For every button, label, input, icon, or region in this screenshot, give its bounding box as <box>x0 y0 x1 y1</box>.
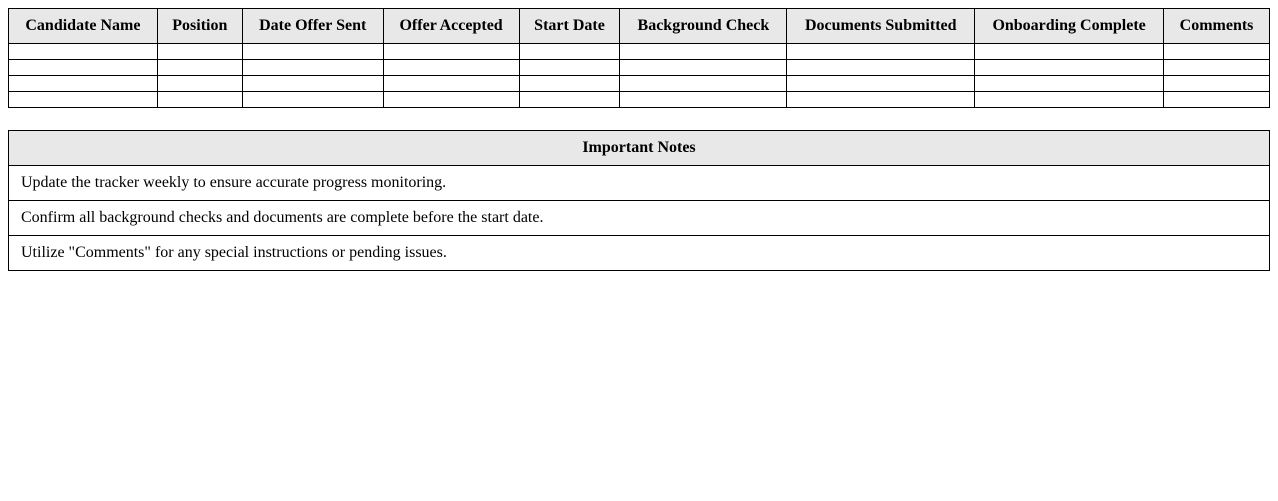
table-cell[interactable] <box>9 92 158 108</box>
table-cell[interactable] <box>9 60 158 76</box>
table-row <box>9 76 1270 92</box>
column-header-documents-submitted: Documents Submitted <box>787 9 975 44</box>
table-cell[interactable] <box>620 44 787 60</box>
table-cell[interactable] <box>9 76 158 92</box>
table-cell[interactable] <box>1164 60 1270 76</box>
note-text: Update the tracker weekly to ensure accurate progress monitoring. <box>9 166 1270 201</box>
table-row <box>9 44 1270 60</box>
table-cell[interactable] <box>975 76 1164 92</box>
table-cell[interactable] <box>157 60 242 76</box>
table-cell[interactable] <box>787 44 975 60</box>
column-header-candidate-name: Candidate Name <box>9 9 158 44</box>
notes-header-row <box>9 131 1270 166</box>
table-row <box>9 92 1270 108</box>
table-cell[interactable] <box>242 60 383 76</box>
note-row <box>9 201 1270 236</box>
column-header-background-check: Background Check <box>620 9 787 44</box>
note-row <box>9 166 1270 201</box>
note-row <box>9 236 1270 271</box>
table-cell[interactable] <box>519 60 620 76</box>
table-cell[interactable] <box>242 44 383 60</box>
column-header-start-date: Start Date <box>519 9 620 44</box>
column-header-date-offer-sent: Date Offer Sent <box>242 9 383 44</box>
table-cell[interactable] <box>519 92 620 108</box>
table-cell[interactable] <box>787 60 975 76</box>
table-cell[interactable] <box>242 76 383 92</box>
table-cell[interactable] <box>519 76 620 92</box>
table-cell[interactable] <box>620 60 787 76</box>
onboarding-tracker-table <box>8 8 1270 108</box>
table-cell[interactable] <box>787 92 975 108</box>
table-cell[interactable] <box>157 92 242 108</box>
table-cell[interactable] <box>519 44 620 60</box>
column-header-offer-accepted: Offer Accepted <box>383 9 519 44</box>
table-cell[interactable] <box>620 92 787 108</box>
notes-title: Important Notes <box>9 131 1270 166</box>
table-cell[interactable] <box>1164 44 1270 60</box>
table-cell[interactable] <box>1164 92 1270 108</box>
table-row <box>9 60 1270 76</box>
column-header-onboarding-complete: Onboarding Complete <box>975 9 1164 44</box>
table-cell[interactable] <box>620 76 787 92</box>
column-header-comments: Comments <box>1164 9 1270 44</box>
table-cell[interactable] <box>9 44 158 60</box>
important-notes-table <box>8 130 1270 271</box>
table-cell[interactable] <box>157 44 242 60</box>
table-cell[interactable] <box>975 60 1164 76</box>
table-cell[interactable] <box>242 92 383 108</box>
table-cell[interactable] <box>975 92 1164 108</box>
note-text: Confirm all background checks and documents are complete before the start date. <box>9 201 1270 236</box>
table-cell[interactable] <box>157 76 242 92</box>
table-cell[interactable] <box>787 76 975 92</box>
table-cell[interactable] <box>975 44 1164 60</box>
table-cell[interactable] <box>383 92 519 108</box>
column-header-position: Position <box>157 9 242 44</box>
table-cell[interactable] <box>383 60 519 76</box>
table-cell[interactable] <box>1164 76 1270 92</box>
table-cell[interactable] <box>383 44 519 60</box>
table-cell[interactable] <box>383 76 519 92</box>
table-header-row <box>9 9 1270 44</box>
note-text: Utilize "Comments" for any special instructions or pending issues. <box>9 236 1270 271</box>
